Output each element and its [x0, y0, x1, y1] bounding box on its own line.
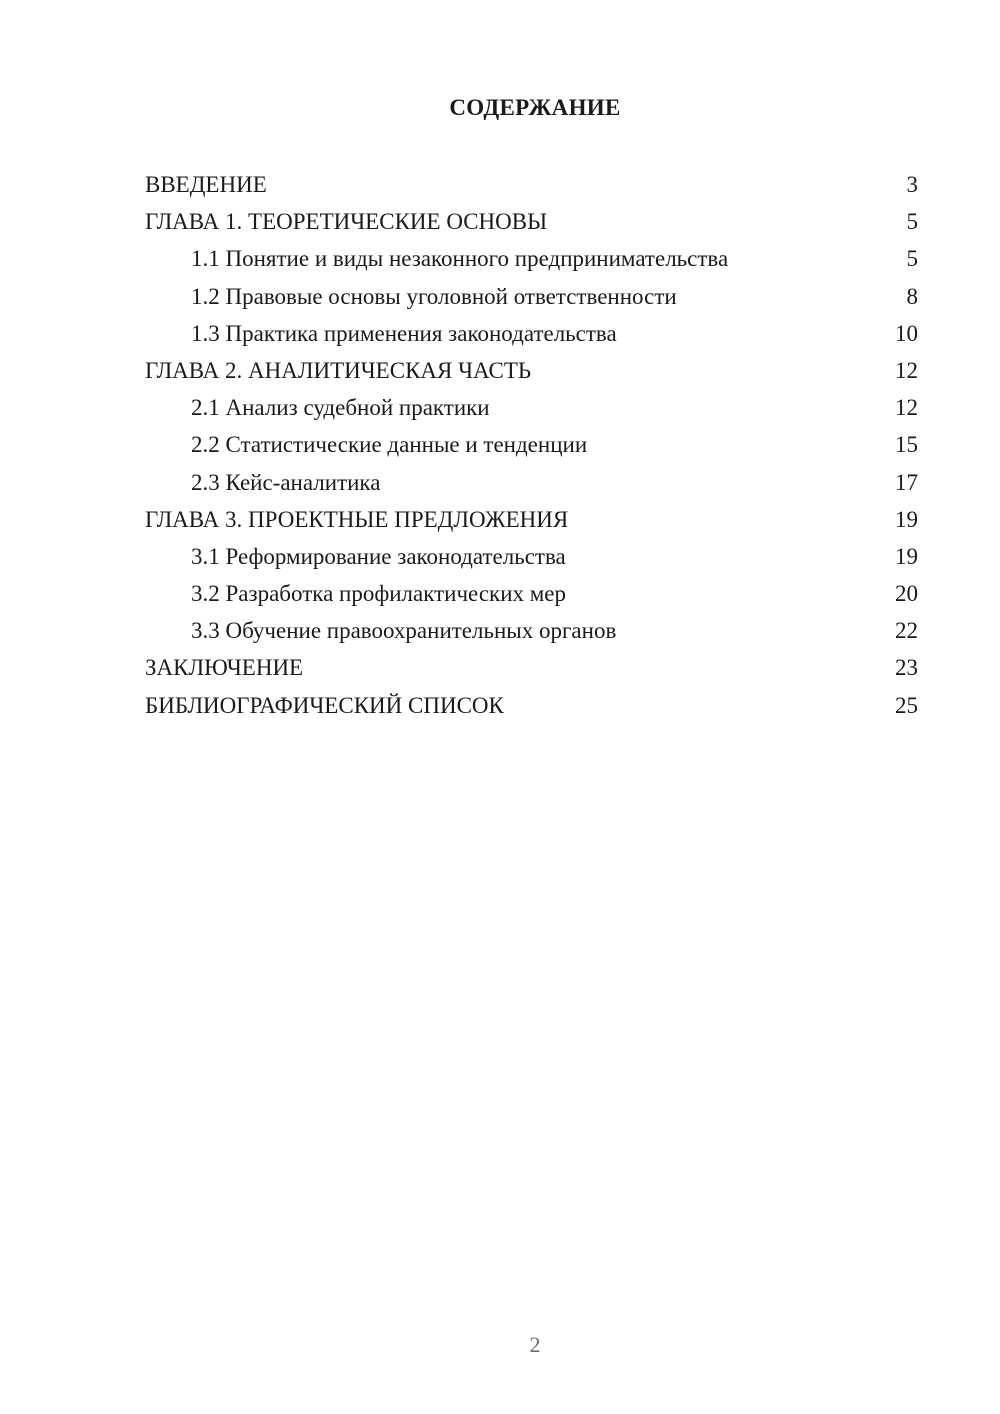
toc-entry-label: 1.3 Практика применения законодательства: [191, 320, 617, 346]
toc-entry-page: 20: [895, 581, 918, 607]
toc-entry-label: 2.1 Анализ судебной практики: [191, 395, 490, 421]
table-of-contents: [145, 166, 918, 724]
toc-entry-label: 3.3 Обучение правоохранительных органов: [191, 618, 617, 644]
toc-entry-page: 12: [895, 357, 918, 383]
toc-entry-introduction[interactable]: [145, 166, 918, 203]
toc-entry-page: 12: [895, 395, 918, 421]
toc-entry-page: 19: [895, 543, 918, 569]
toc-entry-label: 2.3 Кейс-аналитика: [191, 469, 381, 495]
toc-entry-conclusion[interactable]: [145, 649, 918, 686]
toc-entry-chapter-1[interactable]: [145, 203, 918, 240]
toc-entry-page: 5: [906, 246, 918, 272]
toc-entry-section-1-3[interactable]: [145, 315, 918, 352]
toc-entry-section-3-1[interactable]: [145, 538, 918, 575]
toc-entry-page: 15: [895, 432, 918, 458]
toc-entry-page: 8: [906, 283, 918, 309]
toc-entry-label: БИБЛИОГРАФИЧЕСКИЙ СПИСОК: [145, 692, 504, 718]
toc-entry-page: 19: [895, 506, 918, 532]
toc-entry-chapter-3[interactable]: [145, 501, 918, 538]
toc-entry-section-1-1[interactable]: [145, 240, 918, 277]
toc-entry-page: 3: [906, 172, 918, 197]
toc-entry-page: 5: [906, 209, 918, 235]
toc-entry-label: ЗАКЛЮЧЕНИЕ: [145, 655, 304, 681]
toc-entry-label: 2.2 Статистические данные и тенденции: [191, 432, 588, 458]
toc-entry-label: ГЛАВА 1. ТЕОРЕТИЧЕСКИЕ ОСНОВЫ: [145, 209, 548, 235]
toc-entry-section-2-3[interactable]: [145, 464, 918, 501]
page-number: 2: [529, 1332, 541, 1357]
toc-entry-section-1-2[interactable]: [145, 278, 918, 315]
toc-entry-label: ГЛАВА 2. АНАЛИТИЧЕСКАЯ ЧАСТЬ: [145, 357, 532, 383]
toc-entry-section-2-2[interactable]: [145, 426, 918, 463]
toc-entry-page: 17: [895, 469, 918, 495]
toc-entry-page: 10: [895, 320, 918, 346]
toc-entry-label: ГЛАВА 3. ПРОЕКТНЫЕ ПРЕДЛОЖЕНИЯ: [145, 506, 569, 532]
toc-entry-section-3-3[interactable]: [145, 612, 918, 649]
page-title: СОДЕРЖАНИЕ: [449, 95, 621, 120]
toc-entry-bibliography[interactable]: [145, 687, 918, 724]
toc-entry-label: 3.2 Разработка профилактических мер: [191, 581, 567, 607]
toc-entry-label: 1.2 Правовые основы уголовной ответственности: [191, 283, 677, 309]
toc-entry-page: 22: [895, 618, 918, 644]
toc-entry-label: ВВЕДЕНИЕ: [145, 172, 267, 197]
toc-entry-chapter-2[interactable]: [145, 352, 918, 389]
toc-entry-section-2-1[interactable]: [145, 389, 918, 426]
toc-entry-page: 25: [895, 692, 918, 718]
toc-entry-section-3-2[interactable]: [145, 575, 918, 612]
toc-entry-label: 3.1 Реформирование законодательства: [191, 543, 566, 569]
toc-entry-page: 23: [895, 655, 918, 681]
toc-entry-label: 1.1 Понятие и виды незаконного предпринимательства: [191, 246, 729, 272]
